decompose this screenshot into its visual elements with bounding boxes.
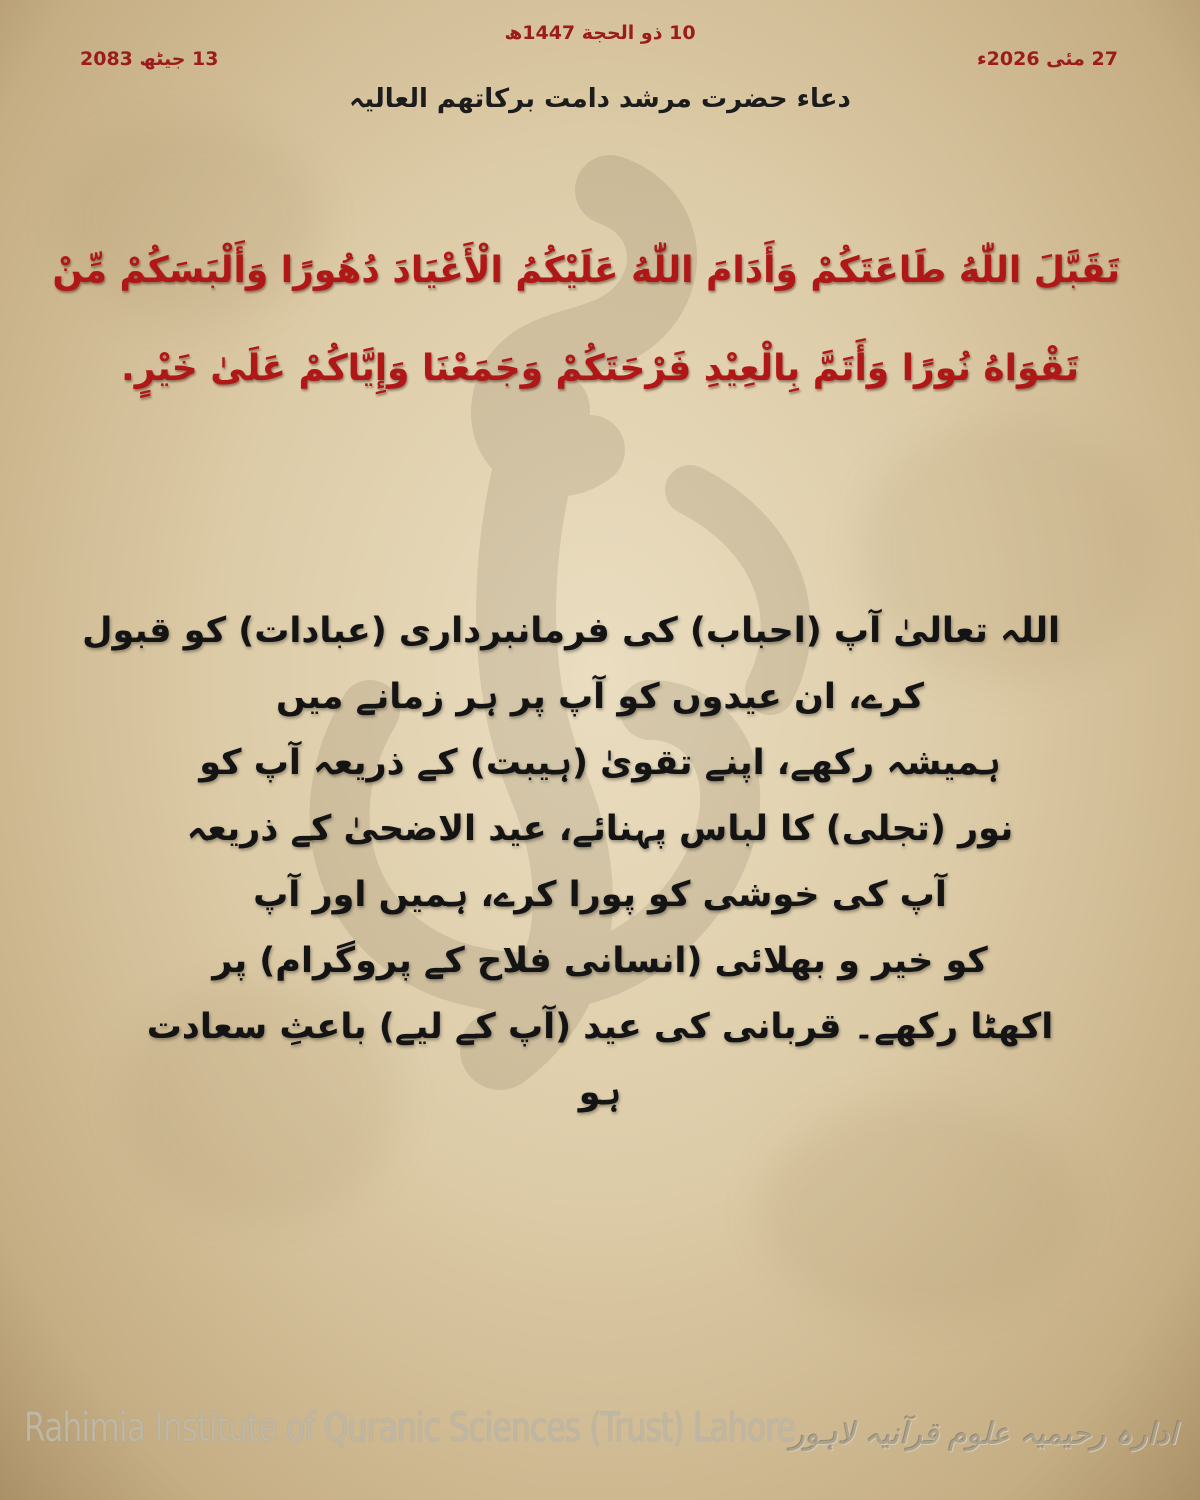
urdu-translation <box>82 598 1060 1126</box>
urdu-translation-line: اکھٹا رکھے۔ قربانی کی عید (آپ کے لیے) باعثِ سعادت <box>146 1007 1054 1047</box>
page-title: دعاء حضرت مرشد دامت برکاتھم العالیہ <box>349 84 851 114</box>
hijri-date: 10 ذو الحجة 1447ھ <box>504 22 696 44</box>
gregorian-date: 27 مئی 2026ء <box>976 48 1118 70</box>
arabic-dua-line: تَقْوَاهُ نُورًا وَأَتَمَّ بِالْعِيْدِ فَرْحَتَكُمْ وَجَمَعْنَا وَإِيَّاكُمْ عَلَىٰ خَيْرٍ. <box>121 348 1079 389</box>
institute-calligraphy-logo: ادارہ رحیمیہ علوم قرآنیہ لاہور <box>790 1417 1178 1452</box>
institute-name-english: Rahimia Institute of Quranic Sciences (Trust) Lahore <box>24 1405 796 1451</box>
urdu-translation-line: نور (تجلی) کا لباس پہنائے، عید الاضحیٰ کے ذریعہ <box>186 809 1014 849</box>
paper-stain <box>760 1100 1080 1320</box>
urdu-translation-line: کرے، ان عیدوں کو آپ پر ہر زمانے میں <box>275 677 925 717</box>
urdu-translation-line: ہمیشہ رکھے، اپنے تقویٰ (ہیبت) کے ذریعہ آپ کو <box>199 743 1001 783</box>
urdu-translation-line: ہو <box>578 1073 622 1113</box>
urdu-translation-line: کو خیر و بھلائی (انسانی فلاح کے پروگرام) پر <box>212 941 988 981</box>
arabic-dua-line: تَقَبَّلَ اللّٰهُ طَاعَتَكُمْ وَأَدَامَ اللّٰهُ عَلَيْكُمُ الْأَعْيَادَ دُهُورًا وَأَلْبَسَكُمْ مِّنْ <box>52 250 1120 291</box>
urdu-translation-line: آپ کی خوشی کو پورا کرے، ہمیں اور آپ <box>253 875 947 915</box>
urdu-translation-line: اللہ تعالیٰ آپ (احباب) کی فرمانبرداری (عبادات) کو قبول <box>82 611 1060 651</box>
bikrami-date: 13 جیٹھ 2083 <box>80 48 219 70</box>
arabic-dua <box>52 222 1120 418</box>
